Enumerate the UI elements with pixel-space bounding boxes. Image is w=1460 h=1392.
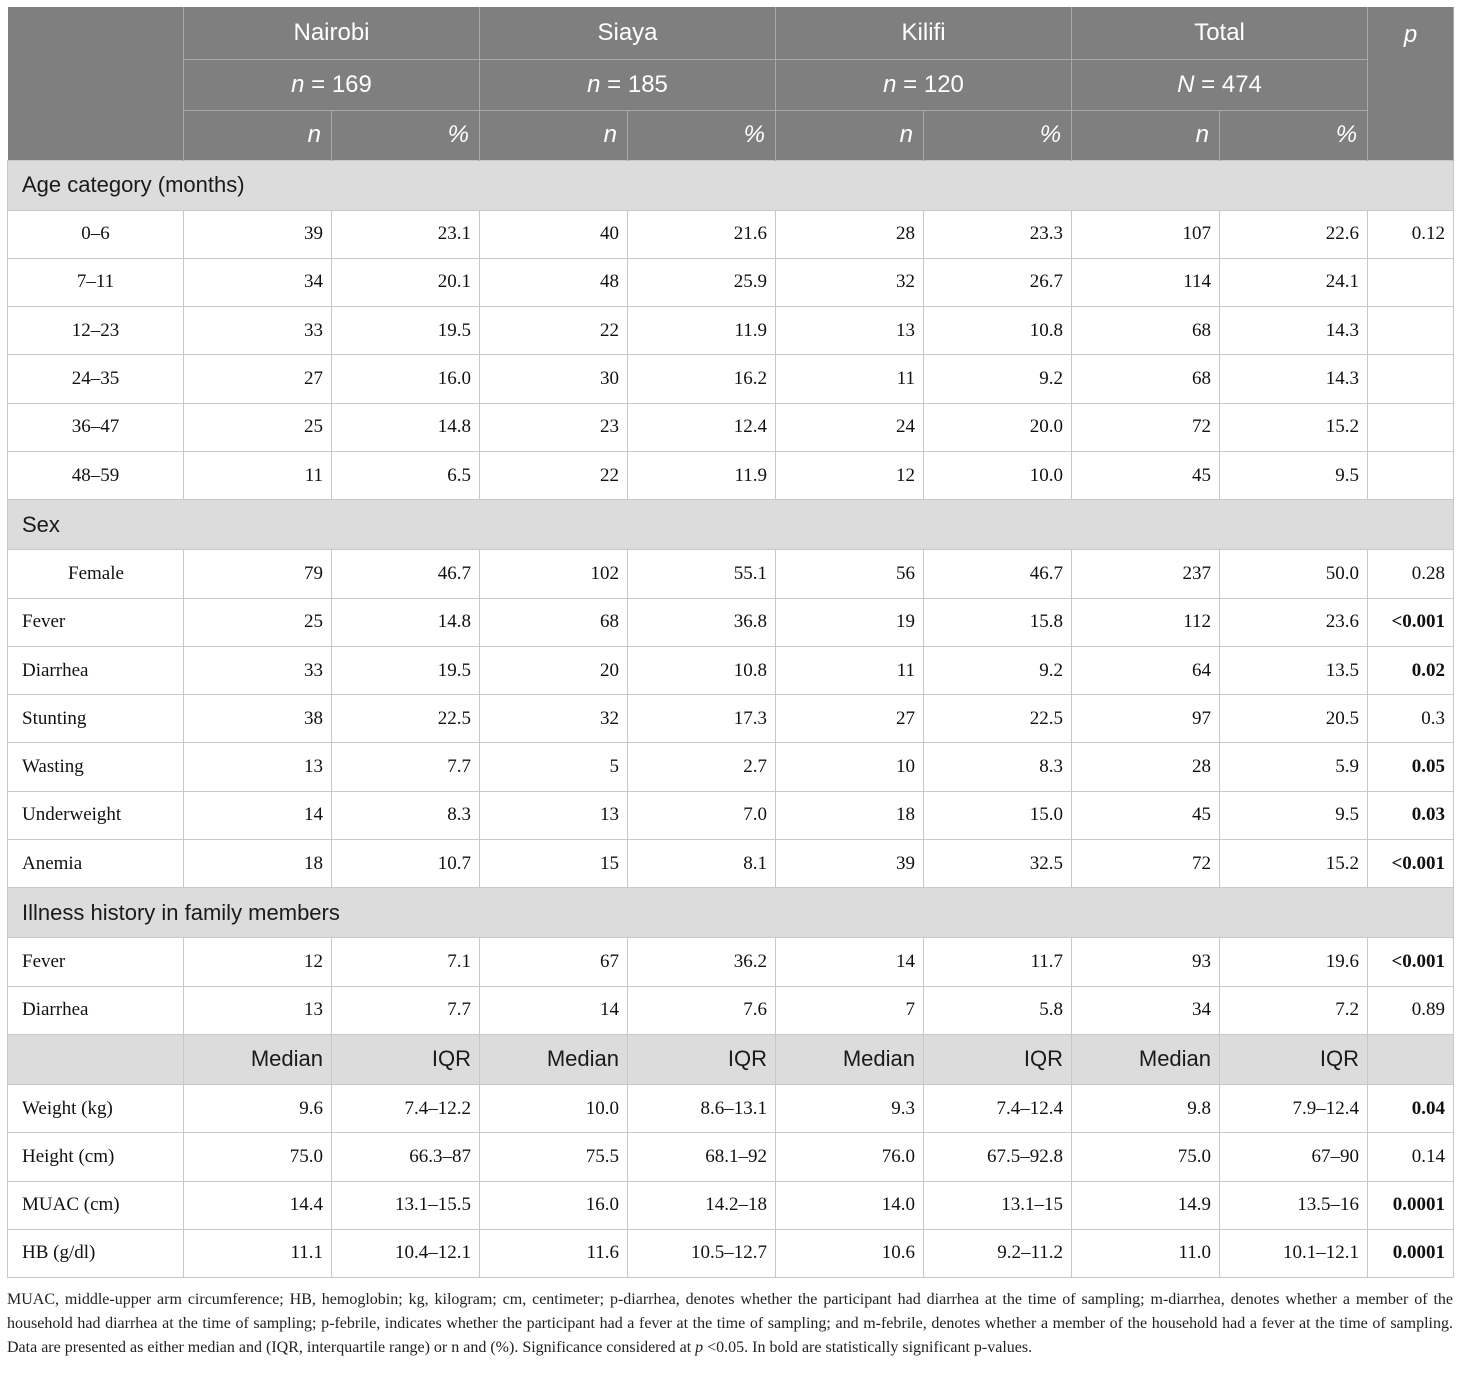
table-row	[8, 598, 1454, 646]
table-row	[8, 210, 1454, 258]
header-sub-n: n	[776, 110, 924, 160]
table-cell: 13.1–15	[924, 1181, 1072, 1229]
table-cell: 10.7	[332, 840, 480, 888]
table-cell: 20.5	[1220, 695, 1368, 743]
table-cell: 72	[1072, 840, 1220, 888]
data-table	[7, 7, 1454, 1278]
row-label: Wasting	[8, 743, 184, 791]
table-cell: 9.3	[776, 1084, 924, 1132]
header-sub-pct: %	[628, 110, 776, 160]
table-cell: 25	[184, 598, 332, 646]
p-value-cell: 0.0001	[1368, 1229, 1454, 1277]
table-cell: 11.1	[184, 1229, 332, 1277]
table-container	[7, 7, 1453, 1376]
table-cell: 13.5	[1220, 646, 1368, 694]
table-cell: 50.0	[1220, 550, 1368, 598]
table-cell: 39	[776, 840, 924, 888]
table-cell: 68	[480, 598, 628, 646]
table-row	[8, 1133, 1454, 1181]
table-body	[8, 160, 1454, 1278]
p-value-cell: 0.14	[1368, 1133, 1454, 1181]
table-cell: 72	[1072, 403, 1220, 451]
table-cell: 102	[480, 550, 628, 598]
row-label: Female	[8, 550, 184, 598]
table-cell: 8.3	[924, 743, 1072, 791]
table-cell: 16.0	[332, 355, 480, 403]
table-cell: 32	[776, 258, 924, 306]
p-value-cell: 0.02	[1368, 646, 1454, 694]
table-row	[8, 258, 1454, 306]
p-value-cell	[1368, 403, 1454, 451]
table-cell: 38	[184, 695, 332, 743]
row-label: HB (g/dl)	[8, 1229, 184, 1277]
table-cell: 14	[480, 986, 628, 1034]
table-cell: 36.2	[628, 938, 776, 986]
table-cell: 9.5	[1220, 791, 1368, 839]
table-cell: 8.1	[628, 840, 776, 888]
table-cell: 12	[776, 451, 924, 499]
table-cell: 22.6	[1220, 210, 1368, 258]
table-header	[8, 7, 1454, 160]
table-cell: 28	[1072, 743, 1220, 791]
table-cell: 14	[776, 938, 924, 986]
table-cell: 15.2	[1220, 403, 1368, 451]
table-cell: 64	[1072, 646, 1220, 694]
row-label: 48–59	[8, 451, 184, 499]
table-cell: 32.5	[924, 840, 1072, 888]
table-cell: 25.9	[628, 258, 776, 306]
table-cell: 9.2	[924, 646, 1072, 694]
median-header-cell: IQR	[924, 1034, 1072, 1084]
row-label: Diarrhea	[8, 646, 184, 694]
table-cell: 14	[184, 791, 332, 839]
table-cell: 23.1	[332, 210, 480, 258]
row-label: MUAC (cm)	[8, 1181, 184, 1229]
header-group-name: Kilifi	[776, 7, 1072, 59]
p-value-cell: 0.03	[1368, 791, 1454, 839]
header-sub-n: n	[1072, 110, 1220, 160]
table-cell: 39	[184, 210, 332, 258]
header-sub-pct: %	[924, 110, 1072, 160]
row-label: 24–35	[8, 355, 184, 403]
table-cell: 11	[776, 355, 924, 403]
table-cell: 15.0	[924, 791, 1072, 839]
table-row	[8, 355, 1454, 403]
p-value-cell	[1368, 307, 1454, 355]
table-row	[8, 550, 1454, 598]
table-footnote: MUAC, middle-upper arm circumference; HB, hemoglobin; kg, kilogram; cm, centimeter; p-diarrhea, denotes whether the participant had diarrhea at the time of sampling; m-diarrhea, denotes whether a member of the household had diarrhea at the time of sampling; p-febrile, indicates whether the participant had a fever at the time of sampling; and m-febrile, denotes whether a member of the household had a fever at the time of sampling. Data are presented as either median and (IQR, interquartile range) or n and (%). Significance considered at p <0.05. In bold are statistically significant p-values.	[7, 1291, 1453, 1357]
p-value-cell	[1368, 258, 1454, 306]
table-cell: 45	[1072, 791, 1220, 839]
median-header-cell: IQR	[332, 1034, 480, 1084]
table-cell: 46.7	[332, 550, 480, 598]
table-cell: 93	[1072, 938, 1220, 986]
table-cell: 15.2	[1220, 840, 1368, 888]
median-header-cell: IQR	[1220, 1034, 1368, 1084]
header-sub-n: n	[480, 110, 628, 160]
header-sub-n: n	[184, 110, 332, 160]
table-row	[8, 743, 1454, 791]
table-cell: 10.1–12.1	[1220, 1229, 1368, 1277]
median-header-cell: Median	[1072, 1034, 1220, 1084]
table-cell: 75.0	[184, 1133, 332, 1181]
table-cell: 10.0	[924, 451, 1072, 499]
table-row	[8, 646, 1454, 694]
header-group-name: Siaya	[480, 7, 776, 59]
header-sub-pct: %	[1220, 110, 1368, 160]
table-cell: 14.3	[1220, 355, 1368, 403]
header-group-n: N = 474	[1072, 59, 1368, 110]
table-cell: 11	[184, 451, 332, 499]
table-cell: 33	[184, 307, 332, 355]
table-cell: 13.5–16	[1220, 1181, 1368, 1229]
table-cell: 66.3–87	[332, 1133, 480, 1181]
table-cell: 67–90	[1220, 1133, 1368, 1181]
row-label: Anemia	[8, 840, 184, 888]
table-cell: 67.5–92.8	[924, 1133, 1072, 1181]
table-cell: 14.3	[1220, 307, 1368, 355]
table-cell: 68.1–92	[628, 1133, 776, 1181]
table-cell: 27	[184, 355, 332, 403]
table-cell: 10.8	[628, 646, 776, 694]
table-cell: 10	[776, 743, 924, 791]
table-cell: 26.7	[924, 258, 1072, 306]
section-title: Illness history in family members	[8, 888, 1454, 938]
table-cell: 23	[480, 403, 628, 451]
row-label: Underweight	[8, 791, 184, 839]
row-label: 0–6	[8, 210, 184, 258]
table-row	[8, 695, 1454, 743]
table-cell: 14.2–18	[628, 1181, 776, 1229]
table-cell: 33	[184, 646, 332, 694]
table-cell: 30	[480, 355, 628, 403]
table-cell: 16.0	[480, 1181, 628, 1229]
table-cell: 20.0	[924, 403, 1072, 451]
table-cell: 18	[776, 791, 924, 839]
table-cell: 10.8	[924, 307, 1072, 355]
table-cell: 23.3	[924, 210, 1072, 258]
table-cell: 14.8	[332, 598, 480, 646]
table-row	[8, 1084, 1454, 1132]
table-cell: 24	[776, 403, 924, 451]
row-label: 7–11	[8, 258, 184, 306]
table-cell: 17.3	[628, 695, 776, 743]
p-value-cell: 0.89	[1368, 986, 1454, 1034]
table-cell: 14.4	[184, 1181, 332, 1229]
header-group-n: n = 185	[480, 59, 776, 110]
table-cell: 7.4–12.2	[332, 1084, 480, 1132]
table-cell: 20	[480, 646, 628, 694]
header-p-value: p	[1368, 7, 1454, 160]
table-cell: 9.6	[184, 1084, 332, 1132]
table-cell: 10.6	[776, 1229, 924, 1277]
p-value-cell	[1368, 355, 1454, 403]
header-group-n: n = 120	[776, 59, 1072, 110]
table-cell: 7.0	[628, 791, 776, 839]
table-cell: 6.5	[332, 451, 480, 499]
table-cell: 13	[184, 986, 332, 1034]
table-cell: 12.4	[628, 403, 776, 451]
p-value-cell: 0.3	[1368, 695, 1454, 743]
section-header-row	[8, 160, 1454, 210]
table-row	[8, 986, 1454, 1034]
header-group-name: Nairobi	[184, 7, 480, 59]
p-value-cell: 0.12	[1368, 210, 1454, 258]
table-cell: 48	[480, 258, 628, 306]
table-cell: 2.7	[628, 743, 776, 791]
table-cell: 11.9	[628, 451, 776, 499]
table-cell: 21.6	[628, 210, 776, 258]
table-row	[8, 403, 1454, 451]
table-cell: 237	[1072, 550, 1220, 598]
table-cell: 68	[1072, 307, 1220, 355]
table-cell: 22	[480, 451, 628, 499]
table-cell: 68	[1072, 355, 1220, 403]
table-cell: 5.9	[1220, 743, 1368, 791]
section-title: Sex	[8, 500, 1454, 550]
table-cell: 10.4–12.1	[332, 1229, 480, 1277]
table-cell: 36.8	[628, 598, 776, 646]
table-cell: 7.7	[332, 986, 480, 1034]
table-cell: 8.6–13.1	[628, 1084, 776, 1132]
p-value-cell: <0.001	[1368, 938, 1454, 986]
median-header-cell: Median	[184, 1034, 332, 1084]
table-cell: 75.0	[1072, 1133, 1220, 1181]
table-cell: 16.2	[628, 355, 776, 403]
table-cell: 97	[1072, 695, 1220, 743]
table-cell: 10.5–12.7	[628, 1229, 776, 1277]
table-cell: 7.4–12.4	[924, 1084, 1072, 1132]
table-cell: 19	[776, 598, 924, 646]
table-cell: 13.1–15.5	[332, 1181, 480, 1229]
table-cell: 19.6	[1220, 938, 1368, 986]
table-cell: 27	[776, 695, 924, 743]
table-cell: 7.1	[332, 938, 480, 986]
p-value-cell: <0.001	[1368, 598, 1454, 646]
table-cell: 7	[776, 986, 924, 1034]
table-cell: 8.3	[332, 791, 480, 839]
row-label: Stunting	[8, 695, 184, 743]
table-cell: 19.5	[332, 646, 480, 694]
table-row	[8, 1181, 1454, 1229]
table-cell: 45	[1072, 451, 1220, 499]
median-header-row	[8, 1034, 1454, 1084]
row-label: 36–47	[8, 403, 184, 451]
table-cell: 32	[480, 695, 628, 743]
table-cell: 7.2	[1220, 986, 1368, 1034]
table-cell: 11	[776, 646, 924, 694]
table-cell: 75.5	[480, 1133, 628, 1181]
table-cell: 22	[480, 307, 628, 355]
table-cell: 14.8	[332, 403, 480, 451]
median-header-cell: IQR	[628, 1034, 776, 1084]
table-cell: 67	[480, 938, 628, 986]
p-value-cell: 0.05	[1368, 743, 1454, 791]
table-cell: 112	[1072, 598, 1220, 646]
row-label: Diarrhea	[8, 986, 184, 1034]
table-cell: 9.8	[1072, 1084, 1220, 1132]
table-row	[8, 938, 1454, 986]
table-cell: 107	[1072, 210, 1220, 258]
table-cell: 25	[184, 403, 332, 451]
table-cell: 5	[480, 743, 628, 791]
row-label: Weight (kg)	[8, 1084, 184, 1132]
table-cell: 5.8	[924, 986, 1072, 1034]
table-cell: 7.6	[628, 986, 776, 1034]
table-cell: 13	[184, 743, 332, 791]
table-cell: 22.5	[332, 695, 480, 743]
row-label: Fever	[8, 598, 184, 646]
table-cell: 9.2	[924, 355, 1072, 403]
row-label: Height (cm)	[8, 1133, 184, 1181]
table-row	[8, 791, 1454, 839]
section-title: Age category (months)	[8, 160, 1454, 210]
table-cell: 56	[776, 550, 924, 598]
table-cell: 9.5	[1220, 451, 1368, 499]
table-cell: 34	[1072, 986, 1220, 1034]
table-cell: 23.6	[1220, 598, 1368, 646]
p-value-cell: 0.28	[1368, 550, 1454, 598]
table-cell: 13	[776, 307, 924, 355]
section-header-row	[8, 888, 1454, 938]
table-cell: 14.0	[776, 1181, 924, 1229]
table-cell: 11.0	[1072, 1229, 1220, 1277]
table-cell: 13	[480, 791, 628, 839]
table-cell: 19.5	[332, 307, 480, 355]
table-cell: 7.7	[332, 743, 480, 791]
table-cell: 15	[480, 840, 628, 888]
p-value-cell: <0.001	[1368, 840, 1454, 888]
p-value-cell	[1368, 451, 1454, 499]
table-row	[8, 307, 1454, 355]
table-cell: 28	[776, 210, 924, 258]
table-cell: 22.5	[924, 695, 1072, 743]
row-label: 12–23	[8, 307, 184, 355]
table-cell: 20.1	[332, 258, 480, 306]
table-cell: 40	[480, 210, 628, 258]
table-cell: 34	[184, 258, 332, 306]
median-header-cell: Median	[776, 1034, 924, 1084]
table-cell: 76.0	[776, 1133, 924, 1181]
table-cell: 7.9–12.4	[1220, 1084, 1368, 1132]
table-cell: 10.0	[480, 1084, 628, 1132]
header-group-n: n = 169	[184, 59, 480, 110]
table-cell: 24.1	[1220, 258, 1368, 306]
p-value-cell: 0.0001	[1368, 1181, 1454, 1229]
row-label: Fever	[8, 938, 184, 986]
table-cell: 14.9	[1072, 1181, 1220, 1229]
header-corner	[8, 7, 184, 160]
table-row	[8, 840, 1454, 888]
section-header-row	[8, 500, 1454, 550]
table-cell: 79	[184, 550, 332, 598]
header-sub-pct: %	[332, 110, 480, 160]
table-cell: 55.1	[628, 550, 776, 598]
median-header-blank	[1368, 1034, 1454, 1084]
header-group-name: Total	[1072, 7, 1368, 59]
table-cell: 11.6	[480, 1229, 628, 1277]
median-header-blank	[8, 1034, 184, 1084]
table-cell: 11.7	[924, 938, 1072, 986]
table-cell: 9.2–11.2	[924, 1229, 1072, 1277]
table-cell: 12	[184, 938, 332, 986]
table-row	[8, 451, 1454, 499]
table-cell: 15.8	[924, 598, 1072, 646]
table-row	[8, 1229, 1454, 1277]
table-cell: 114	[1072, 258, 1220, 306]
table-cell: 18	[184, 840, 332, 888]
p-value-cell: 0.04	[1368, 1084, 1454, 1132]
median-header-cell: Median	[480, 1034, 628, 1084]
table-cell: 11.9	[628, 307, 776, 355]
table-cell: 46.7	[924, 550, 1072, 598]
